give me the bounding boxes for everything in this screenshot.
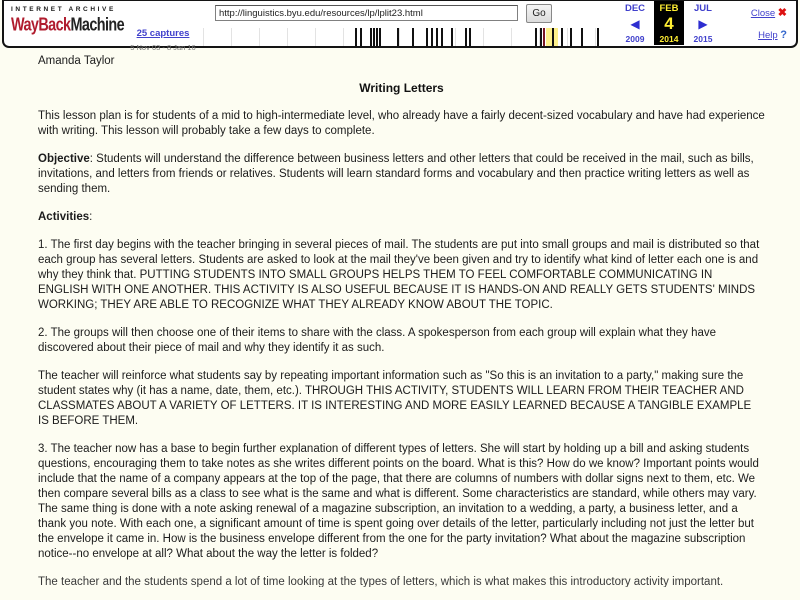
author-line: Amanda Taylor — [38, 55, 115, 67]
teacher-reinforce-paragraph: The teacher will reinforce what students say by repeating important information such as "So this is an invitation to a party," making sure the student states why (it has a name, date, them, etc.). THROUGH THIS ACTIVITY, STUDENTS WILL LEARN FROM THEIR TEACHER AND CLASSMATES ABOUT A VARIETY OF LETTERS. IT IS INTERESTING AND MORE EASILY LEARNED BECAUSE A TANGIBLE EXAMPLE IS BEFORE THEM. — [38, 370, 752, 427]
current-year-label: 2014 — [659, 33, 679, 44]
timeline-capture-bar[interactable] — [373, 28, 375, 46]
next-capture-arrow-icon[interactable]: ▶ — [698, 16, 708, 31]
timeline-capture-bar[interactable] — [535, 28, 537, 46]
timeline-capture-bar[interactable] — [370, 28, 372, 46]
timeline-capture-bar[interactable] — [436, 28, 438, 46]
timeline-capture-bar[interactable] — [561, 28, 563, 46]
next-year-link[interactable]: 2015 — [693, 33, 713, 44]
current-month-label: FEB — [659, 2, 679, 14]
help-link[interactable]: Help — [758, 30, 778, 41]
timeline-capture-bar[interactable] — [431, 28, 433, 46]
wayback-machine-logo[interactable] — [11, 6, 125, 36]
intro-paragraph: This lesson plan is for students of a mid to high-intermediate level, who already have a fairly decent-sized vocabulary and have had experience with writing. This lesson will probably take a few days to complete. — [38, 110, 765, 137]
next-month-link[interactable]: JUL — [694, 2, 712, 14]
archived-url-input[interactable] — [215, 5, 518, 21]
timeline-capture-bar[interactable] — [469, 28, 471, 46]
timeline-capture-bar[interactable] — [581, 28, 583, 46]
activities-heading — [38, 210, 765, 225]
archived-page-content — [0, 46, 800, 600]
close-toolbar-group — [751, 6, 787, 19]
timeline-capture-bar[interactable] — [412, 28, 414, 46]
timeline-capture-bar[interactable] — [597, 28, 599, 46]
date-navigation — [616, 1, 722, 45]
prev-month-link[interactable]: DEC — [624, 2, 646, 14]
clipped-paragraph: The teacher and the students spend a lot of time looking at the types of letters, which is what makes this introductory activity important. — [38, 576, 724, 587]
timeline-capture-bar[interactable] — [543, 28, 545, 46]
prev-year-link[interactable]: 2009 — [625, 33, 645, 44]
help-group — [758, 29, 787, 41]
captures-count-link[interactable]: 25 captures — [136, 28, 190, 39]
timeline-capture-bar[interactable] — [441, 28, 443, 46]
timeline-capture-bar[interactable] — [379, 28, 381, 46]
timeline-capture-bar[interactable] — [426, 28, 428, 46]
close-link[interactable]: Close — [750, 8, 776, 19]
capture-timeline[interactable] — [203, 28, 607, 46]
close-icon[interactable]: ✖ — [777, 7, 787, 19]
activity-1-paragraph: 1. The first day begins with the teacher bringing in several pieces of mail. The students are put into small groups and mail is distributed so that each group has several letters. Students are asked to look at the mail they've been given and try to identify what kind of letter each one is and why they think that. PUTTING STUDENTS INTO SMALL GROUPS HELPS THEM TO FEEL COMFORTABLE COMMUNICATING IN ENGLISH WITH ONE ANOTHER. THIS ACTIVITY IS ALSO USEFUL BECAUSE IT IS HANDS-ON AND REALLY GETS STUDENTS' MINDS WORKING; THEY ARE ABLE TO RECOGNIZE WHAT THEY ALREADY KNOW ABOUT THE TOPIC. — [38, 239, 760, 311]
wayback-machine-wordmark — [11, 14, 125, 36]
timeline-capture-bar[interactable] — [465, 28, 467, 46]
timeline-capture-bar[interactable] — [355, 28, 357, 46]
go-button[interactable]: Go — [526, 4, 552, 23]
wordmark-wayback: WayBack — [11, 14, 71, 36]
prev-capture-arrow-icon[interactable]: ◀ — [630, 16, 640, 31]
captures-date-range: 5 Nov 03 - 8 Jan 16 — [130, 43, 196, 52]
timeline-capture-bar[interactable] — [376, 28, 378, 46]
objective-label: Objective — [38, 153, 90, 165]
internet-archive-label: INTERNET ARCHIVE — [11, 6, 116, 13]
objective-paragraph — [38, 152, 765, 197]
timeline-capture-bar[interactable] — [570, 28, 572, 46]
activity-3-paragraph: 3. The teacher now has a base to begin further explanation of different types of letters. She will start by holding up a bill and asking students questions, encouraging them to take notes as she writes different points on the board. What is this? How do we know? Important points would include that the name of a company appears at the top of the page, that there are columns of numbers with dollar signs next to them, etc. We then compare several bills as a class to see what is the same and what is different. Some characteristics are standard, while others may vary. The same thing is done with a note asking renewal of a magazine subscription, an invitation to a wedding, a party, a business letter, and a thank you note. With each one, a significant amount of time is spent going over details of the letter, particularly including not just the letter but the envelope it came in. How is the business envelope different from the one for the party invitation? What about the magazine subscription notice--no envelope at all? What about the way the letter is folded? — [38, 443, 759, 560]
timeline-capture-bar[interactable] — [552, 28, 554, 46]
timeline-capture-bar[interactable] — [451, 28, 453, 46]
wordmark-machine: Machine — [70, 14, 125, 36]
activities-label: Activities — [38, 211, 90, 223]
activity-2-paragraph: 2. The groups will then choose one of their items to share with the class. A spokesperson from each group will explain what they have discovered about their piece of mail and why they identify it as such. — [38, 327, 717, 354]
timeline-capture-bar[interactable] — [397, 28, 399, 46]
page-title: Writing Letters — [359, 81, 444, 95]
current-day-label: 4 — [664, 14, 674, 33]
help-icon[interactable]: ? — [780, 29, 787, 41]
timeline-capture-bar[interactable] — [360, 28, 362, 46]
objective-text: : Students will understand the difference between business letters and other letters that could be received in the mail, such as bills, invitations, and letters from friends or relatives. Students will learn standard forms and vocabulary and then practice writing letters as well as sending them. — [38, 153, 754, 195]
timeline-capture-bar[interactable] — [540, 28, 542, 46]
wayback-toolbar — [2, 0, 798, 52]
activities-colon: : — [89, 211, 93, 223]
